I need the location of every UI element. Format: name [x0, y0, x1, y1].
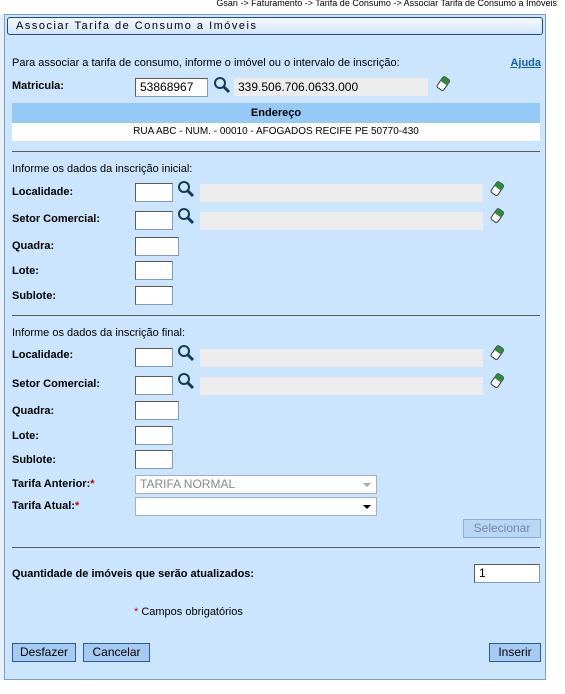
inicial-setor-desc — [200, 212, 483, 230]
required-mark: * — [90, 478, 95, 490]
intro-text: Para associar a tarifa de consumo, informe o imóvel ou o intervalo de inscrição: — [12, 57, 400, 69]
required-note — [134, 606, 243, 618]
inicial-sublote-label: Sublote: — [12, 290, 56, 302]
inicial-quadra-input[interactable] — [135, 237, 179, 256]
quantidade-label: Quantidade de imóveis que serão atualizados: — [12, 568, 255, 580]
tarifa-atual-select[interactable] — [135, 497, 377, 516]
inicial-lote-input[interactable] — [135, 261, 173, 280]
selecionar-button[interactable]: Selecionar — [463, 519, 541, 538]
final-setor-label: Setor Comercial: — [12, 378, 101, 390]
final-localidade-input[interactable] — [135, 348, 173, 367]
inserir-button[interactable]: Inserir — [489, 643, 541, 662]
quantidade-input[interactable]: 1 — [474, 564, 540, 583]
final-localidade-desc — [200, 349, 483, 367]
matricula-clear-icon[interactable] — [433, 75, 453, 93]
inicial-localidade-desc — [200, 184, 483, 202]
final-setor-input[interactable] — [135, 376, 173, 395]
final-quadra-input[interactable] — [135, 401, 179, 420]
required-note-text: Campos obrigatórios — [138, 606, 243, 618]
endereco-value: RUA ABC - NUM. - 00010 - AFOGADOS RECIFE PE 50770-430 — [12, 123, 540, 141]
final-lote-input[interactable] — [135, 426, 173, 445]
inicial-localidade-search-icon[interactable] — [176, 180, 196, 198]
help-link[interactable]: Ajuda — [510, 57, 541, 69]
inicial-localidade-input[interactable] — [135, 183, 173, 202]
final-localidade-search-icon[interactable] — [176, 344, 196, 362]
required-mark: * — [74, 500, 80, 512]
final-localidade-clear-icon[interactable] — [487, 344, 507, 362]
inicial-localidade-clear-icon[interactable] — [487, 180, 507, 198]
tarifa-anterior-label-text: Tarifa Anterior: — [12, 478, 91, 490]
required-mark: * — [134, 606, 139, 618]
matricula-search-icon[interactable] — [212, 76, 232, 94]
final-setor-clear-icon[interactable] — [487, 372, 507, 390]
tarifa-atual-label — [12, 500, 79, 512]
divider — [12, 315, 540, 316]
final-sublote-input[interactable] — [135, 450, 173, 469]
final-localidade-label: Localidade: — [12, 349, 74, 361]
chevron-down-icon — [363, 483, 371, 487]
divider — [12, 151, 540, 152]
page-title: Associar Tarifa de Consumo a Imóveis — [7, 17, 543, 35]
tarifa-anterior-value: TARIFA NORMAL — [140, 477, 236, 491]
inicial-lote-label: Lote: — [12, 265, 39, 277]
inicial-setor-label: Setor Comercial: — [12, 213, 101, 225]
chevron-down-icon — [363, 505, 371, 509]
final-lote-label: Lote: — [12, 430, 39, 442]
final-quadra-label: Quadra: — [12, 405, 55, 417]
form-panel — [4, 14, 546, 680]
final-setor-search-icon[interactable] — [176, 372, 196, 390]
tarifa-anterior-select — [135, 475, 377, 494]
endereco-header: Endereço — [12, 103, 540, 123]
breadcrumb: Gsan -> Faturamento -> Tarifa de Consumo -> Associar Tarifa de Consumo a Imóveis — [216, 0, 557, 8]
inicial-setor-input[interactable] — [135, 211, 173, 230]
final-setor-desc — [200, 377, 483, 395]
matricula-inscricao: 339.506.706.0633.000 — [234, 78, 428, 96]
matricula-input[interactable]: 53868967 — [135, 78, 208, 97]
desfazer-button[interactable]: Desfazer — [12, 643, 76, 662]
inicial-setor-clear-icon[interactable] — [487, 207, 507, 225]
inicial-quadra-label: Quadra: — [12, 240, 55, 252]
final-heading: Informe os dados da inscrição final: — [12, 327, 186, 339]
divider — [12, 547, 540, 548]
inicial-heading: Informe os dados da inscrição inicial: — [12, 163, 193, 175]
final-sublote-label: Sublote: — [12, 454, 56, 466]
tarifa-atual-label-text: Tarifa Atual: — [12, 500, 75, 512]
inicial-setor-search-icon[interactable] — [176, 207, 196, 225]
matricula-label: Matricula: — [12, 80, 64, 92]
inicial-localidade-label: Localidade: — [12, 186, 74, 198]
inicial-sublote-input[interactable] — [135, 286, 173, 305]
tarifa-anterior-label — [12, 478, 95, 490]
cancelar-button[interactable]: Cancelar — [83, 643, 150, 662]
